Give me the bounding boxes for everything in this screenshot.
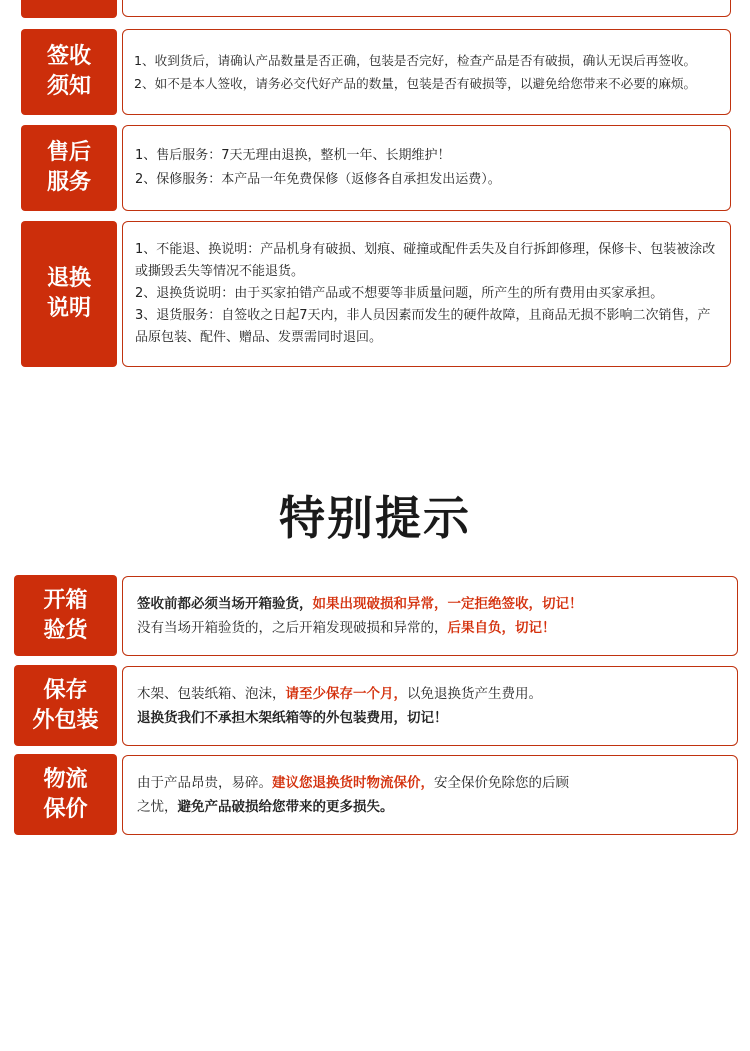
plain-text: 之忧， <box>137 799 178 815</box>
partial-section-box <box>122 0 731 17</box>
tag-line: 服务 <box>46 170 91 195</box>
sign-notice-box <box>122 29 731 115</box>
tag-line: 验货 <box>43 617 88 643</box>
tag-line: 开箱 <box>43 587 88 613</box>
tag-line: 保存 <box>43 677 88 703</box>
policy-line: 2、退换货说明：由于买家拍错产品或不想要等非质量问题，所产生的所有费用由买家承担。 <box>135 286 664 301</box>
shipping-insurance-box <box>122 755 738 835</box>
bold-text: 避免产品破损给您带来的更多损失。 <box>177 799 394 815</box>
policy-line: 1、售后服务：7天无理由退换，整机一年、长期维护！ <box>135 148 451 163</box>
tag-line: 退换 <box>46 266 91 291</box>
policy-line: 1、不能退、换说明：产品机身有破损、划痕、碰撞或配件丢失及自行拆卸修理，保修卡、包装被涂改或撕毁丢失等情况不能退货。 <box>135 242 716 279</box>
tag-line: 签收 <box>46 44 91 69</box>
policy-line: 2、如不是本人签收，请务必交代好产品的数量，包装是否有破损等，以避免给您带来不必要的麻烦。 <box>134 76 697 91</box>
special-line <box>137 616 727 640</box>
special-line <box>137 771 727 795</box>
plain-text: 安全保价免除您的后顾 <box>434 775 569 791</box>
plain-text: 没有当场开箱验货的，之后开箱发现破损和异常的， <box>137 620 448 636</box>
bold-text: 退换货我们不承担木架纸箱等的外包装费用，切记！ <box>137 710 448 726</box>
tag-line: 售后 <box>46 140 91 165</box>
warning-text: 建议您退换货时物流保价， <box>272 775 434 791</box>
return-policy-box <box>122 221 731 367</box>
tag-line: 物流 <box>43 766 88 792</box>
special-line <box>137 795 727 819</box>
tag-line: 须知 <box>46 74 91 99</box>
tag-line: 保价 <box>43 796 88 822</box>
special-line <box>137 592 727 616</box>
special-line <box>137 706 727 730</box>
partial-section-tag <box>21 0 117 18</box>
plain-text: 木架、包装纸箱、泡沫， <box>137 686 286 702</box>
warning-text: 请至少保存一个月， <box>285 686 407 702</box>
unbox-inspect-box <box>122 576 738 656</box>
plain-text: 以免退换货产生费用。 <box>407 686 542 702</box>
after-sales-tag <box>21 125 117 211</box>
unbox-inspect-tag <box>14 575 117 656</box>
warning-text: 后果自负，切记！ <box>447 620 556 636</box>
keep-packaging-tag <box>14 665 117 746</box>
tag-line: 说明 <box>46 296 91 321</box>
return-policy-tag <box>21 221 117 367</box>
warning-text: 如果出现破损和异常，一定拒绝签收，切记！ <box>312 596 583 612</box>
policy-line: 3、退货服务：自签收之日起7天内，非人员因素而发生的硬件故障，且商品无损不影响二次销售，产品原包装、配件、赠品、发票需同时退回。 <box>135 308 711 345</box>
bold-text: 签收前都必须当场开箱验货， <box>137 596 313 612</box>
sign-notice-tag <box>21 29 117 115</box>
after-sales-box <box>122 125 731 211</box>
policy-line: 1、收到货后，请确认产品数量是否正确，包装是否完好，检查产品是否有破损，确认无误后再签收。 <box>134 53 697 68</box>
plain-text: 由于产品昂贵，易碎。 <box>137 775 272 791</box>
special-line <box>137 682 727 706</box>
shipping-insurance-tag <box>14 754 117 835</box>
keep-packaging-box <box>122 666 738 746</box>
policy-line: 2、保修服务：本产品一年免费保修（返修各自承担发出运费）。 <box>135 172 501 187</box>
tag-line: 外包装 <box>32 707 99 733</box>
special-notice-title: 特别提示 <box>279 491 471 545</box>
